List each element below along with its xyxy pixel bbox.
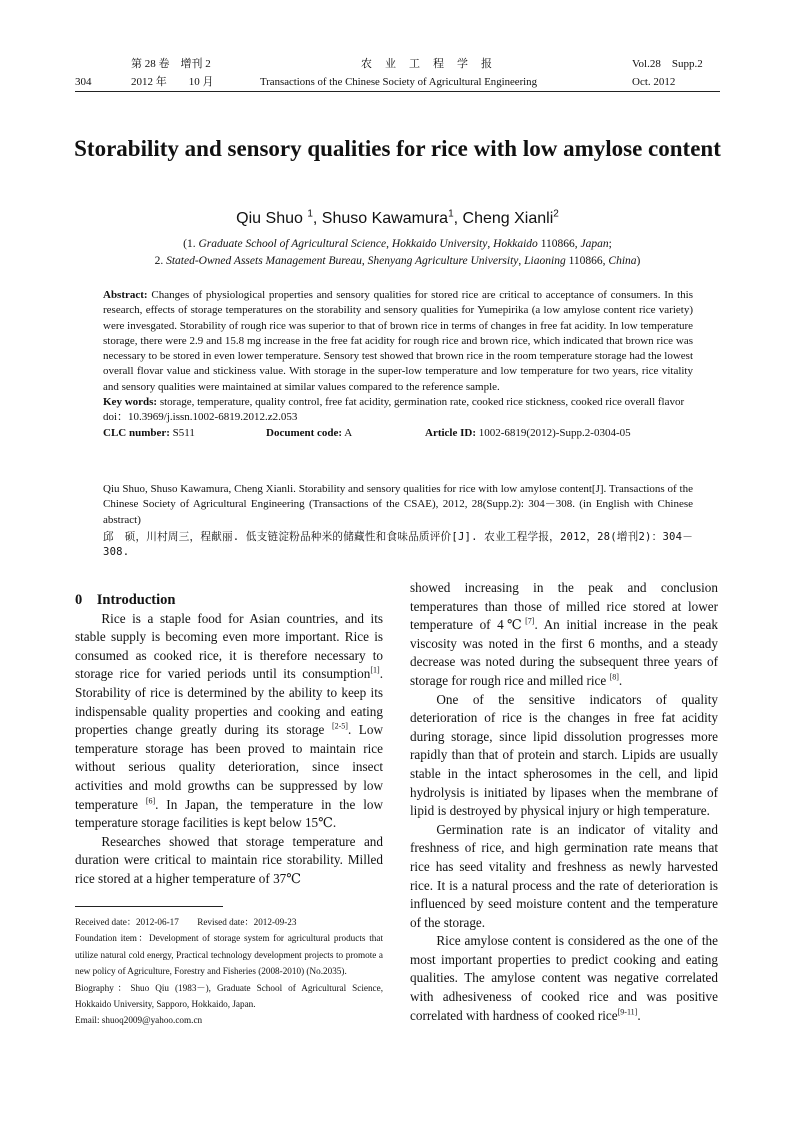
header-year-cn: 2012 年 10 月 <box>131 76 214 88</box>
header-journal-en: Transactions of the Chinese Society of Agricultural Engineering <box>260 76 537 88</box>
article-id-label: Article ID: <box>425 426 477 439</box>
abstract-paragraph <box>103 288 693 395</box>
citation-english: Qiu Shuo, Shuso Kawamura, Cheng Xianli. Storability and sensory qualities for rice with low amylose content[J]. Transactions of the Chinese Society of Agricultural Engineering (Transactions of the CSAE), 2012, 28(Supp.2): 304－308. (in English with Chinese abstract) <box>103 483 693 526</box>
citation-ref[interactable]: [9-11] <box>617 1007 638 1017</box>
article-id-value: 1002-6819(2012)-Supp.2-0304-05 <box>478 426 631 439</box>
body-paragraph <box>410 932 718 1025</box>
classification-row <box>103 426 693 441</box>
header-volume-en: Vol.28 Supp.2 <box>632 58 703 70</box>
citation-ref[interactable]: [1] <box>370 665 380 675</box>
body-text: . Low temperature storage has been proved to maintain rice without serious quality deterioration, since insect activities and mold growths can be suppressed by low temperature <box>75 722 383 812</box>
author-list: Qiu Shuo $^1$, Shuso Kawamura$^1$, Cheng Xianli$^2$ <box>236 208 559 227</box>
body-paragraph <box>410 821 718 933</box>
header-journal-cn: 农 业 工 程 学 报 <box>361 58 493 70</box>
citation-chinese: 邱 硕，川村周三，程献丽. 低支链淀粉品种米的储藏性和食味品质评价[J]. 农业工程学报，2012，28(增刊2)：304－308. <box>103 530 693 559</box>
right-column <box>410 579 718 1025</box>
body-text: . An initial increase in the peak viscosity was noted in the first 6 months, and a steady decrease was noted during the subsequent three years of storage for rough rice and milled rice <box>410 617 718 688</box>
header-date-en: Oct. 2012 <box>632 76 676 88</box>
citation-ref[interactable]: [8] <box>609 672 619 682</box>
body-text: . Storability of rice is determined by the ability to keep its indispensable quality properties and cooking and eating properties change greatly during its storage <box>75 666 383 738</box>
affiliation-2: 2. Stated-Owned Assets Management Bureau, Shenyang Agriculture University, Liaoning 110866, China) <box>154 255 641 267</box>
author-affiliation-mark: 1 <box>307 208 313 220</box>
clc-value: S511 <box>172 426 195 439</box>
keywords-text: storage, temperature, quality control, free fat acidity, germination rate, cooked rice stickness, cooked rice overall flavor <box>159 396 685 409</box>
body-text: Rice is a staple food for Asian countries, and its stable supply is becoming even more important. Rice is consumed as cooked rice, it is therefore necessary to storage rice for varied periods until its consumption <box>75 610 383 682</box>
author-name: Shuso Kawamura <box>321 210 449 227</box>
header-page-number: 304 <box>75 76 92 88</box>
footnote-email[interactable]: Email: shuoq2009@yahoo.com.cn <box>75 1015 203 1026</box>
doi[interactable]: doi：10.3969/j.issn.1002-6819.2012.z2.053 <box>103 411 298 424</box>
body-paragraph <box>410 691 718 821</box>
left-column <box>75 591 383 889</box>
document-code-label: Document code: <box>266 426 343 439</box>
abstract-text: Changes of physiological properties and sensory qualities for stored rice are critical to acceptance of consumers. In this research, effects of storage temperatures on the storability and sensory qualities for Yumepirika (a low amylose content rice variety) were invesgated. Storability of rough rice was superior to that of brown rice in terms of changes in free fat acidity. In low temperature storage, there were 2.9 and 15.8 mg increase in the free fat acidity for rough rice and brown rice, which indicated that brown rice was necessary to be stored in even lower temperature. Sensory test showed that brown rice in the room temperature storage had the lowest overall flovar value and stickiness value. With storage in the super-low temperature and low temperature for two years, rice vitality and sensory qualities were maintained at similar values compared to the reference sample. <box>103 289 693 393</box>
body-paragraph <box>410 579 718 691</box>
citation-ref[interactable]: [6] <box>145 796 156 806</box>
body-text: . In Japan, the temperature in the low temperature storage facilities is kept below 15℃. <box>75 796 383 831</box>
body-text: Rice amylose content is considered as the one of the most important properties to predict cooking and eating qualities. The amylose content was negative correlated with adhesiveness of cooked rice and was positive correlated with hardness of cooked rice <box>410 933 718 1023</box>
keywords-label: Key words: <box>103 396 158 409</box>
body-text: showed increasing in the peak and conclusion temperatures than those of milled rice stored at lower temperature of 4℃ <box>410 580 718 633</box>
footnote-foundation: Foundation item：Development of storage system for agricultural products that utilize natural cold energy, Practical technology development projects to promote a new policy of Agriculture, Forestry and Fisheries (2008-2010) (No.2035). <box>75 933 383 977</box>
paper-title: Storability and sensory qualities for rice with low amylose content <box>74 136 721 161</box>
body-text: Researches showed that storage temperature and duration were critical to maintain rice storability. Milled rice stored at a higher temperature of 37℃ <box>75 833 383 886</box>
body-text: Germination rate is an indicator of vitality and freshness of rice, and high germination rate means that rice has seed vitality and freshness as newly harvested rice. It is a natural process and the rate of deterioration is influenced by seed moisture content and the temperature of the storage. <box>410 821 718 930</box>
footnote-biography: Biography：Shuo Qiu (1983－), Graduate School of Agricultural Science, Hokkaido University, Sapporo, Hokkaido, Japan. <box>75 982 383 1010</box>
body-text: One of the sensitive indicators of quality deterioration of rice is the changes in free fat acidity during storage, since lipid dissolution progresses more rapidly than that of protein and starch. Lipids are usually stable in the intact spherosomes in the cell, and lipid hydrolysis is initiated by lipases when the membrane of lipid is destroyed by physical injury or high temperature. <box>410 691 718 819</box>
author-name: Cheng Xianli <box>462 210 554 227</box>
citation-ref[interactable]: [2-5] <box>331 721 348 731</box>
body-paragraph <box>75 610 383 833</box>
body-text: . <box>637 1007 641 1023</box>
document-code-value: A <box>344 426 353 439</box>
clc-label: CLC number: <box>103 426 170 439</box>
section-heading: 0 Introduction <box>75 592 176 608</box>
body-paragraph <box>75 833 383 889</box>
citation-ref[interactable]: [7] <box>525 616 535 626</box>
footnote-rule <box>75 906 223 907</box>
abstract-label: Abstract: <box>103 289 148 301</box>
abstract-block <box>103 288 693 441</box>
body-text: . <box>618 672 623 688</box>
author-affiliation-mark: 1 <box>448 208 454 220</box>
header-rule <box>75 91 720 92</box>
footnote-dates: Received date：2012-06-17 Revised date：2012-09-23 <box>75 917 297 927</box>
header-volume-cn: 第 28 卷 增刊 2 <box>131 58 211 70</box>
footnotes <box>75 914 383 1029</box>
author-affiliation-mark: 2 <box>553 208 559 220</box>
keywords-paragraph <box>103 395 693 410</box>
citation-block <box>103 482 693 560</box>
affiliation-1: (1. Graduate School of Agricultural Science, Hokkaido University, Hokkaido 110866, Japan; <box>183 238 612 250</box>
author-name: Qiu Shuo <box>236 210 308 227</box>
